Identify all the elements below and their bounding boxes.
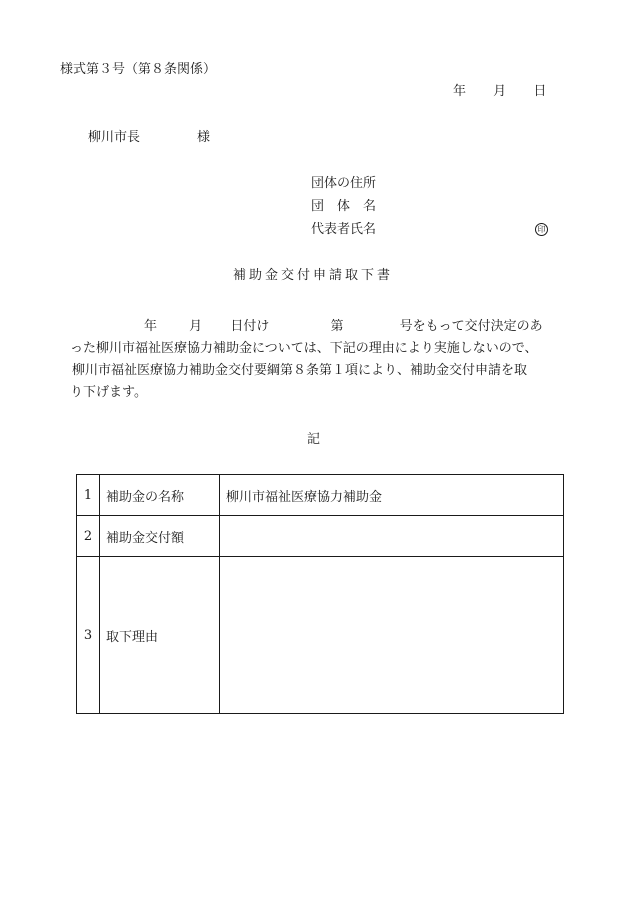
row-label: 補助金の名称 bbox=[100, 475, 220, 516]
row-value[interactable] bbox=[220, 557, 564, 714]
addressee-honorific: 様 bbox=[197, 130, 211, 145]
row-value[interactable]: 柳川市福祉医療協力補助金 bbox=[220, 475, 564, 516]
body-line-2: った柳川市福祉医療協力補助金については、下記の理由により実施しないので、 bbox=[70, 341, 538, 356]
body-line-3: 柳川市福祉医療協力補助金交付要綱第８条第１項により、補助金交付申請を取 bbox=[72, 363, 528, 378]
addressee bbox=[88, 130, 210, 146]
table-row bbox=[77, 475, 564, 516]
body-line-1 bbox=[72, 316, 564, 338]
applicant-org-label: 団 体 名 bbox=[311, 199, 377, 214]
row-label: 取下理由 bbox=[100, 557, 220, 714]
body-rest: 号をもって交付決定のあ bbox=[399, 319, 543, 334]
applicant-rep-row bbox=[311, 222, 546, 245]
form-number: 様式第３号（第８条関係） bbox=[60, 62, 217, 77]
body-line-4: り下げます。 bbox=[70, 385, 147, 400]
applicant-block bbox=[311, 176, 546, 245]
ki-heading: 記 bbox=[307, 432, 321, 447]
seal-icon: 印 bbox=[535, 223, 548, 236]
table-row bbox=[77, 516, 564, 557]
row-value[interactable] bbox=[220, 516, 564, 557]
addressee-name: 柳川市長 bbox=[88, 130, 141, 145]
table-row bbox=[77, 557, 564, 714]
row-number: 3 bbox=[77, 557, 100, 714]
date-year: 年 bbox=[453, 84, 467, 99]
body-month: 月 bbox=[189, 319, 203, 334]
body-year: 年 bbox=[144, 319, 158, 334]
body-dai: 第 bbox=[330, 319, 344, 334]
row-label: 補助金交付額 bbox=[100, 516, 220, 557]
details-table bbox=[76, 474, 564, 714]
date-day: 日 bbox=[533, 84, 547, 99]
document-title: 補助金交付申請取下書 bbox=[233, 268, 394, 283]
body-text bbox=[72, 316, 564, 404]
date-month: 月 bbox=[493, 84, 507, 99]
body-dated: 日付け bbox=[230, 319, 270, 334]
row-number: 1 bbox=[77, 475, 100, 516]
date-line bbox=[453, 84, 546, 100]
applicant-address-label: 団体の住所 bbox=[311, 176, 377, 191]
row-number: 2 bbox=[77, 516, 100, 557]
applicant-rep-label: 代表者氏名 bbox=[311, 222, 377, 237]
